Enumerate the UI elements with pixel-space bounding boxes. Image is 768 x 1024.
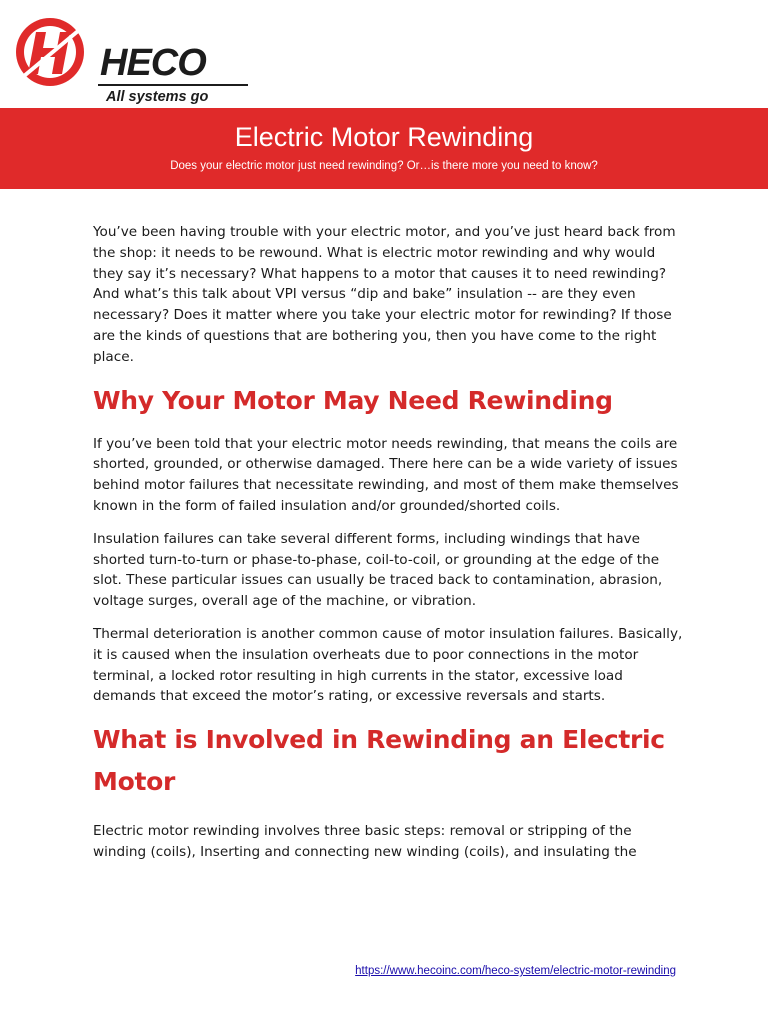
article-body (93, 222, 683, 875)
brand-tagline: All systems go (106, 89, 209, 105)
body-paragraph: Thermal deterioration is another common cause of motor insulation failures. Basically, it is caused when the insulation overheats due to poor connections in the motor terminal, a locked rotor resulting in high currents in the stator, excessive load demands that exceed the motor’s rating, or excessive reversals and starts. (93, 625, 683, 705)
body-paragraph: Insulation failures can take several different forms, including windings that have shorted turn-to-turn or phase-to-phase, coil-to-coil, or grounding at the edge of the slot. These particular issues can usually be traced back to contamination, abrasion, voltage surges, overall age of the machine, or vibration. (93, 530, 663, 610)
source-url-link[interactable]: https://www.hecoinc.com/heco-system/electric-motor-rewinding (355, 965, 676, 977)
body-paragraph: If you’ve been told that your electric motor needs rewinding, that means the coils are shorted, grounded, or otherwise damaged. There here can be a wide variety of issues behind motor failures that necessitate rewinding, and most of them make themselves known in the form of failed insulation and/or grounded/shorted coils. (93, 435, 679, 514)
intro-paragraph: You’ve been having trouble with your electric motor, and you’ve just heard back from the shop: it needs to be rewound. What is electric motor rewinding and why would they say it’s necessary? What happens to a motor that causes it to need rewinding? And what’s this talk about VPI versus “dip and bake” insulation -- are they even necessary? Does it matter where you take your electric motor for rewinding? If those are the kinds of questions that are bothering you, then you have come to the right place. (93, 224, 676, 365)
heco-logo[interactable] (14, 16, 254, 105)
section-heading-why: Why Your Motor May Need Rewinding (93, 385, 613, 415)
page-title: Electric Motor Rewinding (234, 122, 534, 152)
brand-name: HECO (100, 42, 206, 84)
section-heading-what: What is Involved in Rewinding an Electric Motor (93, 725, 665, 797)
heco-h-mark-icon (14, 16, 94, 96)
title-banner (0, 108, 768, 189)
body-paragraph: Electric motor rewinding involves three basic steps: removal or stripping of the winding (coils), Inserting and connecting new winding (coils), and insulating the (93, 823, 637, 860)
page-subtitle: Does your electric motor just need rewinding? Or…is there more you need to know? (170, 160, 598, 172)
brand-underline (98, 82, 248, 88)
